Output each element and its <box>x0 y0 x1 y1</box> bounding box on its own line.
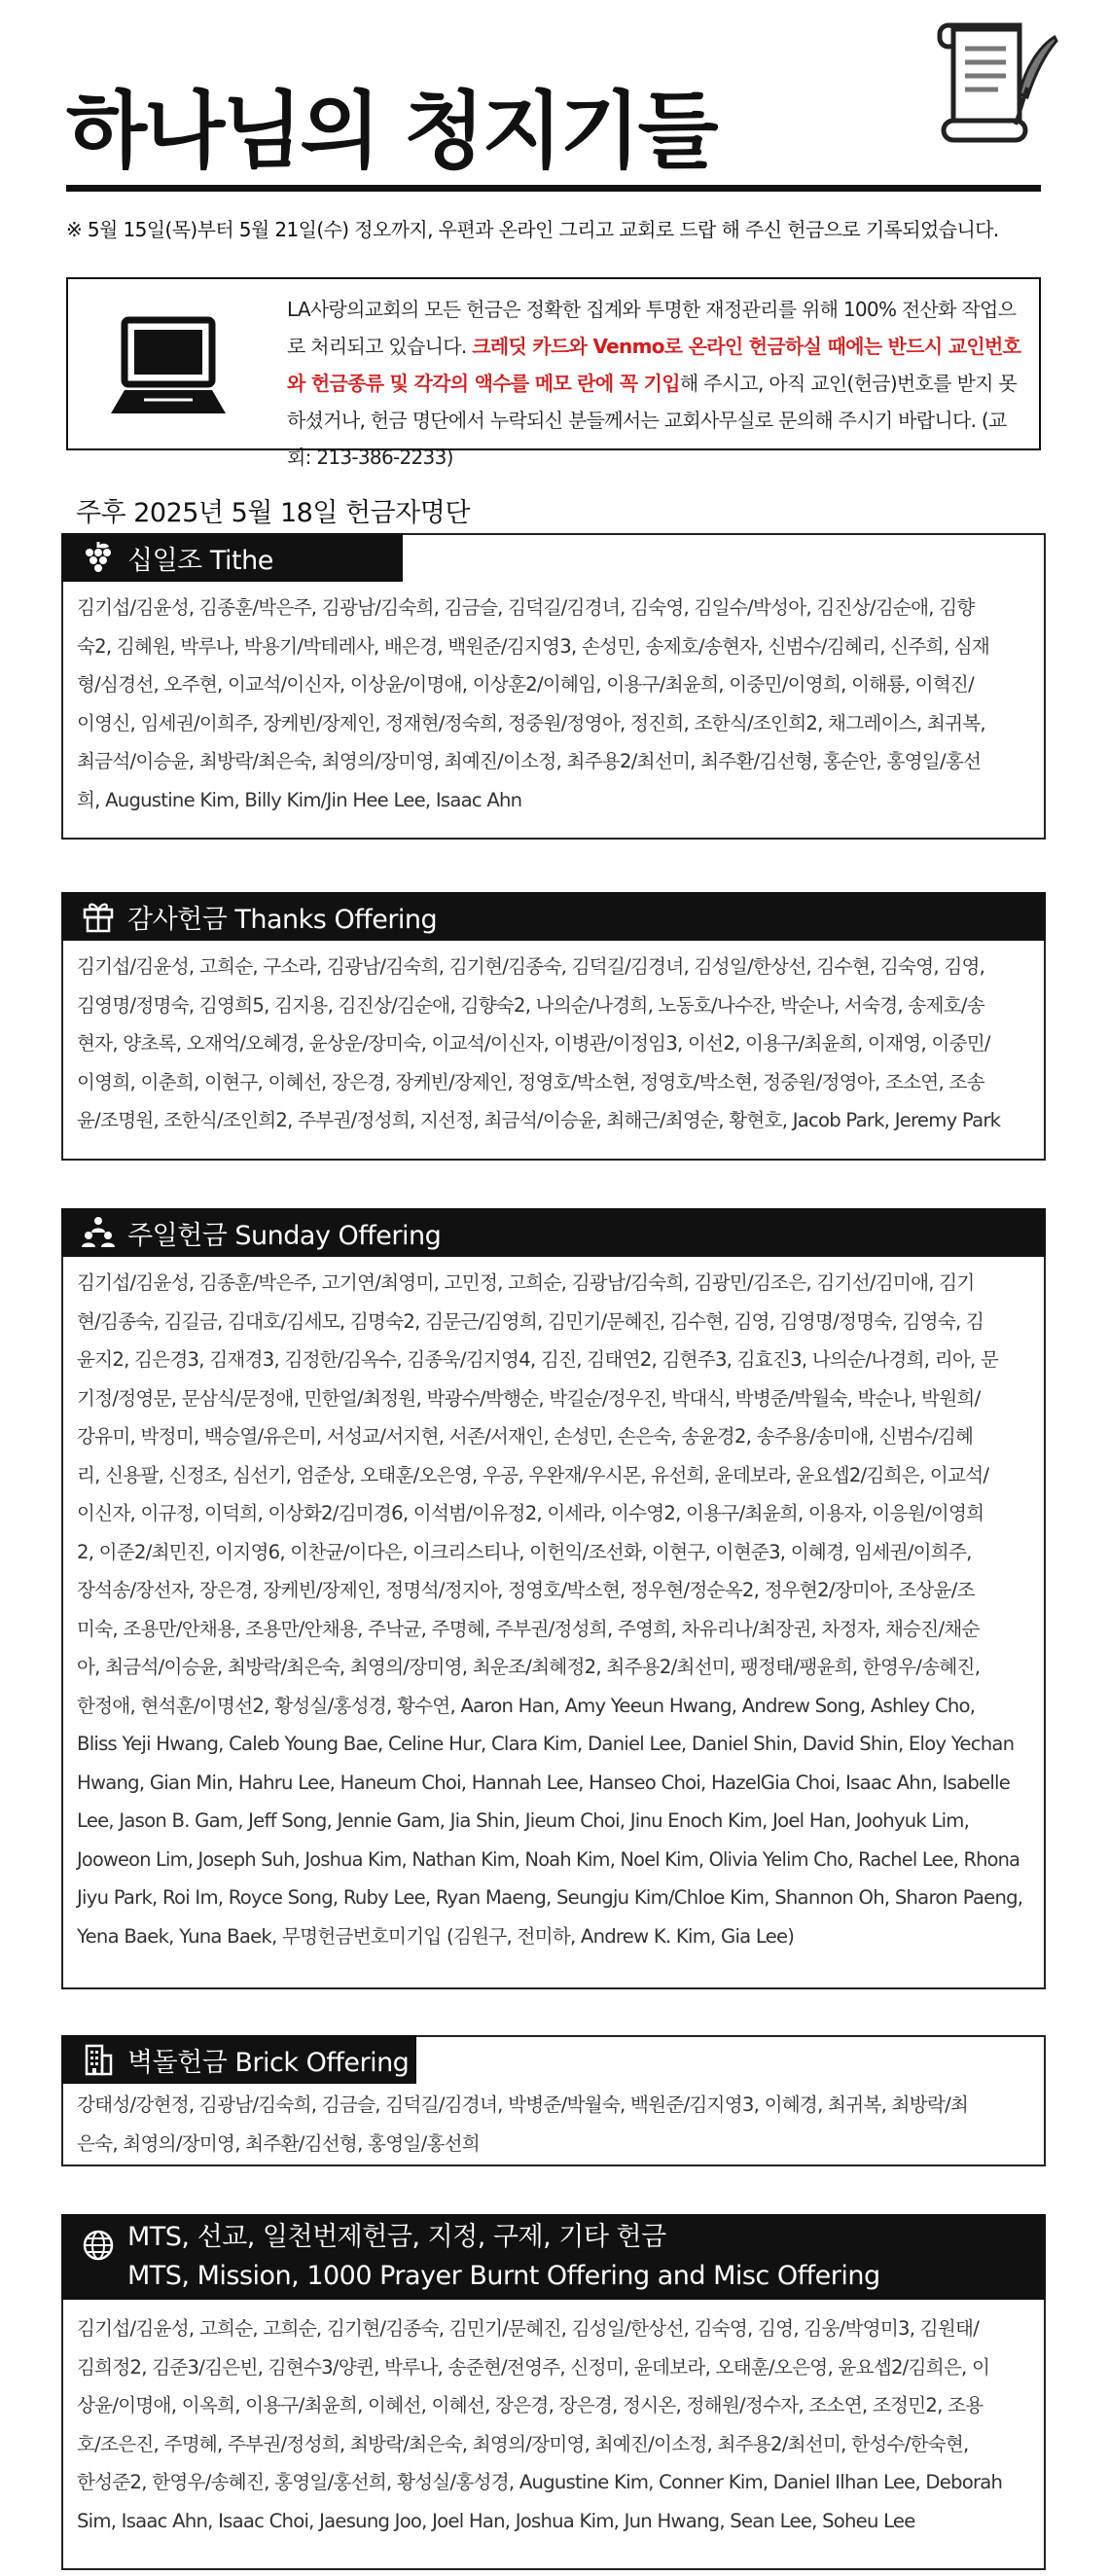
computer-icon <box>105 316 232 421</box>
thanks-names <box>77 948 1030 1140</box>
brick-line: 은숙, 최영의/장미영, 최주환/김선형, 홍영일/홍선희 <box>77 2131 480 2155</box>
tithe-names <box>77 589 1030 819</box>
sunday-line: Bliss Yeji Hwang, Caleb Young Bae, Celine Hur, Clara Kim, Daniel Lee, Daniel Shin, David Shin, Eloy Yechan <box>77 1733 1015 1755</box>
mts-section <box>61 2214 1046 2570</box>
date-range-note: ※ 5월 15일(목)부터 5월 21일(수) 정오까지, 우편과 온라인 그리고 교회로 드랍 해 주신 헌금으로 기록되었습니다. <box>66 218 999 241</box>
tithe-header <box>61 533 403 582</box>
mts-line: 김기섭/김윤성, 고희순, 고희순, 김기현/김종숙, 김민기/문혜진, 김성일/한상선, 김숙영, 김영, 김웅/박영미3, 김원태/ <box>77 2317 980 2340</box>
tithe-line: 형/심경선, 오주현, 이교석/이신자, 이상윤/이명애, 이상훈2/이혜임, 이용구/최윤희, 이중민/이영희, 이해룡, 이혁진/ <box>77 673 974 696</box>
list-date-title: 주후 2025년 5월 18일 헌금자명단 <box>76 498 470 528</box>
sunday-line: Yena Baek, Yuna Baek, 무명헌금번호미기입 (김원구, 전미하, Andrew K. Kim, Gia Lee) <box>77 1924 795 1948</box>
brick-section <box>61 2035 1046 2166</box>
mts-line: 김희정2, 김준3/김은빈, 김현수3/양퀸, 박루나, 송준현/전영주, 신정미, 윤데보라, 오태훈/오은영, 윤요셉2/김희은, 이 <box>77 2355 990 2379</box>
mts-names <box>77 2309 1030 2540</box>
sunday-names <box>77 1264 1030 1955</box>
tithe-title: 십일조 Tithe <box>127 545 273 576</box>
thanks-line: 김영명/정명숙, 김영희5, 김지용, 김진상/김순애, 김향숙2, 나의순/나경희, 노동호/나수잔, 박순나, 서숙경, 송제호/송 <box>77 993 984 1017</box>
tithe-line: 숙2, 김혜원, 박루나, 박용기/박테레사, 배은경, 백원준/김지영3, 손성민, 송제호/송현자, 신범수/김혜리, 신주희, 심재 <box>77 634 990 658</box>
thanks-line: 김기섭/김윤성, 고희순, 구소라, 김광남/김숙희, 김기현/김종숙, 김덕길/김경녀, 김성일/한상선, 김수현, 김숙영, 김영, <box>77 955 985 978</box>
sunday-line: 기정/정영문, 문삼식/문정애, 민한얼/최정원, 박광수/박행순, 박길순/정우진, 박대식, 박병준/박월숙, 박순나, 박원희/ <box>77 1386 981 1410</box>
sunday-line: 미숙, 조용만/안채용, 조용만/안채용, 주낙균, 주명혜, 주부권/정성희, 주영희, 차유리나/최장권, 차정자, 채승진/채순 <box>77 1617 980 1640</box>
notice-text-part2: 해 주시고, 아직 교인(헌금)번호를 받지 못하셨거나, 헌금 명단에서 누락되신 분들께서는 교회사무실로 문의해 주시기 바랍니다. (교회: 213-386-2233) <box>287 372 1017 469</box>
sunday-line: 리, 신용팔, 신정조, 심선기, 엄준상, 오태훈/오은영, 우공, 우완재/우시몬, 유선희, 윤데보라, 윤요셉2/김희은, 이교석/ <box>77 1463 989 1486</box>
grapes-icon <box>81 540 116 575</box>
sunday-section <box>61 1208 1046 1989</box>
notice-box <box>66 277 1041 469</box>
sunday-line: 현/김종숙, 김길금, 김대호/김세모, 김명숙2, 김문근/김영희, 김민기/문혜진, 김수현, 김영, 김영명/정명숙, 김영숙, 김 <box>77 1309 984 1333</box>
thanks-section <box>61 892 1046 1161</box>
mts-line: 상윤/이명애, 이옥희, 이용구/최윤희, 이혜선, 이혜선, 장은경, 장은경, 정시온, 정해원/정수자, 조소연, 조정민2, 조용 <box>77 2394 984 2416</box>
thanks-header <box>61 892 1046 941</box>
mts-line: 한성준2, 한영우/송혜진, 홍영일/홍선희, 황성실/홍성경, Augustine Kim, Conner Kim, Daniel Ilhan Lee, Deborah <box>77 2471 1003 2493</box>
brick-names <box>77 2086 1030 2163</box>
brick-line: 강태성/강현정, 김광남/김숙희, 김금슬, 김덕길/김경녀, 박병준/박월숙, 백원준/김지영3, 이혜경, 최귀복, 최방락/최 <box>77 2093 969 2116</box>
brick-title: 벽돌헌금 Brick Offering <box>127 2047 410 2078</box>
thanks-line: 현자, 양초록, 오재억/오혜경, 윤상운/장미숙, 이교석/이신자, 이병관/이정임3, 이선2, 이용구/최윤희, 이재영, 이중민/ <box>77 1032 990 1055</box>
tithe-line: 김기섭/김윤성, 김종훈/박은주, 김광남/김숙희, 김금슬, 김덕길/김경녀, 김숙영, 김일수/박성아, 김진상/김순애, 김향 <box>77 596 975 619</box>
mts-title-ko: MTS, 선교, 일천번제헌금, 지정, 구제, 기타 헌금 <box>127 2222 666 2252</box>
sunday-line: 장석송/장선자, 장은경, 장케빈/장제인, 정명석/정지아, 정영호/박소현, 정우현/정순옥2, 정우현2/장미아, 조상윤/조 <box>77 1579 975 1601</box>
sunday-line: 한정애, 현석훈/이명선2, 황성실/홍성경, 황수연, Aaron Han, Amy Yeeun Hwang, Andrew Song, Ashley Cho, <box>77 1694 976 1717</box>
sunday-title: 주일헌금 Sunday Offering <box>127 1220 442 1251</box>
sunday-line: Lee, Jason B. Gam, Jeff Song, Jennie Gam, Jia Shin, Jieum Choi, Jinu Enoch Kim, Joel Han, Joohyuk Lim, <box>77 1809 970 1832</box>
tithe-section <box>61 533 1046 840</box>
sunday-line: 이신자, 이규정, 이덕희, 이상화2/김미경6, 이석범/이유정2, 이세라, 이수영2, 이용구/최윤희, 이용자, 이응원/이영희 <box>77 1502 984 1524</box>
tithe-line: 이영신, 임세권/이희주, 장케빈/장제인, 정재현/정숙희, 정중원/정영아, 정진희, 조한식/조인희2, 채그레이스, 최귀복, <box>77 711 985 734</box>
notice-text-part1: LA사랑의교회의 모든 헌금은 정확한 집계와 투명한 재정관리를 위해 100% 전산화 작업으로 처리되고 있습니다. <box>287 298 1017 358</box>
mts-title <box>127 2214 880 2296</box>
tithe-line: 최금석/이승윤, 최방락/최은숙, 최영의/장미영, 최예진/이소정, 최주용2/최선미, 최주환/김선형, 홍순안, 홍영일/홍선 <box>77 750 982 772</box>
mts-line: Sim, Isaac Ahn, Isaac Choi, Jaesung Joo, Joel Han, Joshua Kim, Jun Hwang, Sean Lee, Soheu Lee <box>77 2509 915 2532</box>
brick-header <box>61 2035 416 2084</box>
page-title: 하나님의 청지기들 <box>66 83 716 180</box>
tithe-line: 희, Augustine Kim, Billy Kim/Jin Hee Lee, Isaac Ahn <box>77 788 522 811</box>
notice-highlight: 크레딧 카드와 Venmo로 온라인 헌금하실 때에는 반드시 교인번호와 헌금종류 및 각각의 액수를 메모 란에 꼭 기입 <box>287 335 1021 395</box>
header-rule <box>66 185 1041 192</box>
scroll-quill-icon <box>930 19 1060 165</box>
sunday-line: 2, 이준2/최민진, 이지영6, 이찬균/이다은, 이크리스티나, 이헌익/조선화, 이현구, 이현준3, 이혜경, 임세권/이희주, <box>77 1540 972 1563</box>
notice-text <box>287 291 1026 476</box>
sunday-line: 아, 최금석/이승윤, 최방락/최은숙, 최영의/장미영, 최운조/최혜정2, 최주용2/최선미, 팽정태/팽윤희, 한영우/송혜진, <box>77 1656 981 1678</box>
gift-icon <box>81 899 116 934</box>
sunday-line: Jooweon Lim, Joseph Suh, Joshua Kim, Nathan Kim, Noah Kim, Noel Kim, Olivia Yelim Cho, Rachel Lee, Rhona <box>77 1847 1020 1871</box>
thanks-line: 이영희, 이춘희, 이현구, 이혜선, 장은경, 장케빈/장제인, 정영호/박소현, 정영호/박소현, 정중원/정영아, 조소연, 조송 <box>77 1070 984 1093</box>
mts-header <box>61 2214 1046 2300</box>
sunday-header <box>61 1208 1046 1257</box>
building-icon <box>81 2042 116 2077</box>
sunday-line: 강유미, 박정미, 백승열/유은미, 서성교/서지현, 서존/서재인, 손성민, 손은숙, 송윤경2, 송주용/송미애, 신범수/김혜 <box>77 1425 974 1448</box>
sunday-line: 윤지2, 김은경3, 김재경3, 김정한/김옥수, 김종욱/김지영4, 김진, 김태연2, 김현주3, 김효진3, 나의순/나경희, 리아, 문 <box>77 1348 999 1371</box>
thanks-line: 윤/조명원, 조한식/조인희2, 주부권/정성희, 지선정, 최금석/이승윤, 최해근/최영순, 황현호, Jacob Park, Jeremy Park <box>77 1109 1001 1131</box>
sunday-line: 김기섭/김윤성, 김종훈/박은주, 고기연/최영미, 고민정, 고희순, 김광남/김숙희, 김광민/김조은, 김기선/김미애, 김기 <box>77 1271 975 1294</box>
people-icon <box>81 1215 116 1250</box>
globe-icon <box>81 2228 116 2263</box>
sunday-line: Jiyu Park, Roi Im, Royce Song, Ruby Lee, Ryan Maeng, Seungju Kim/Chloe Kim, Shannon Oh, Sharon Paeng, <box>77 1886 1023 1909</box>
mts-title-en: MTS, Mission, 1000 Prayer Burnt Offering and Misc Offering <box>127 2261 880 2291</box>
thanks-title: 감사헌금 Thanks Offering <box>127 904 438 935</box>
sunday-line: Hwang, Gian Min, Hahru Lee, Haneum Choi, Hannah Lee, Hanseo Choi, HazelGia Choi, Isaac Ahn, Isabelle <box>77 1771 1011 1794</box>
mts-line: 호/조은진, 주명혜, 주부권/정성희, 최방락/최은숙, 최영의/장미영, 최예진/이소정, 최주용2/최선미, 한성수/한숙현, <box>77 2432 969 2455</box>
